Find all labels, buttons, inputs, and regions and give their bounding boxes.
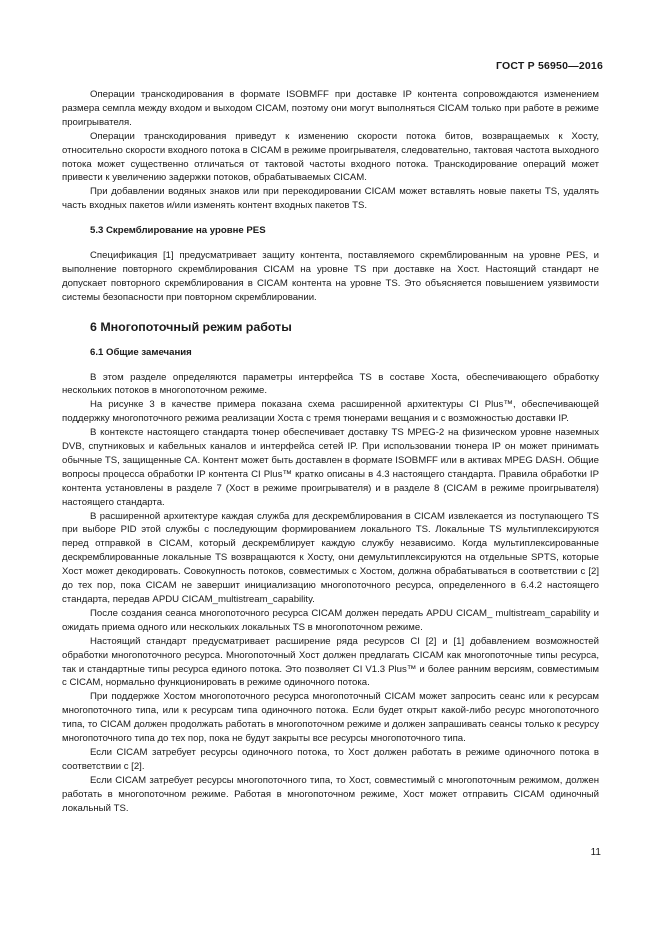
spacer — [62, 305, 599, 321]
paragraph: При добавлении водяных знаков или при перекодировании CICAM может вставлять новые пакеты TS, удалять часть входных пакетов и/или изменять контент входных пакетов TS. — [62, 186, 599, 212]
spacer — [62, 213, 599, 224]
paragraph: Настоящий стандарт предусматривает расширение ряда ресурсов CI [2] и [1] добавлением возможностей обработки многопоточного ресурса. Многопоточный Хост должен предлагать CICAM как многопоточные типы ресурса, так и стандартные типы ресурса единого потока. Это позволяет CI V1.3 Plus™ и более ранним версиям, совместимым с CICAM, нормально функционировать в режиме одиночного потока. — [62, 635, 599, 689]
standard-header: ГОСТ Р 56950—2016 — [495, 60, 603, 72]
document-body — [62, 88, 599, 816]
paragraph: Операции транскодирования в формате ISOBMFF при доставке IP контента сопровождаются изменением размера семпла между входом и выходом CICAM, поэтому они могут выполняться CICAM только при работе в режиме проигрывателя. — [62, 89, 599, 128]
paragraph: При поддержке Хостом многопоточного ресурса многопоточный CICAM может запросить сеанс или к ресурсам многопоточного типа, или к ресурсам типа одиночного потока. Если будет открыт какой-либо ресурс многопоточного типа, то CICAM должен продолжать работать в многопоточном режиме и должен запрашивать сеансы только к ресурсу многопоточного типа до тех пор, пока не будут закрыты все ресурсы многопоточного типа. — [62, 691, 599, 745]
paragraph: В этом разделе определяются параметры интерфейса TS в составе Хоста, обеспечивающего обработку нескольких потоков в многопоточном режиме. — [62, 371, 599, 397]
spacer — [62, 335, 599, 346]
page-number: 11 — [590, 847, 601, 858]
paragraph: В контексте настоящего стандарта тюнер обеспечивает доставку TS MPEG-2 на физическом уровне наземных DVB, спутниковых и кабельных каналов и интерфейса сетей IP. При использовании тюнера IP он может принимать обычные TS, защищенные CA. Контент может быть доставлен в формате ISOBMFF или в активах MPEG DASH. Общие вопросы процесса обработки IP контента CI Plus™ кратко описаны в 4.3 настоящего стандарта. Правила обработки IP контента установлены в разделе 7 (Хост в режиме проигрывателя) и в разделе 8 (CICAM в режиме проигрывателя) настоящего стандарта. — [62, 427, 599, 508]
subsection-heading: 6.1 Общие замечания — [90, 346, 192, 358]
paragraph: Спецификация [1] предусматривает защиту контента, поставляемого скремблированным на уровне PES, и выполнение повторного скремблирования CICAM на уровне TS при доставке на Хост. Настоящий стандарт не допускает повторного скремблирования в CICAM контента на уровне TS. Это объясняется повышением уязвимости системы безопасности при повторном скремблировании. — [62, 250, 599, 303]
subsection-heading: 5.3 Скремблирование на уровне PES — [90, 225, 266, 237]
paragraph: На рисунке 3 в качестве примера показана схема расширенной архитектуры CI Plus™, обеспечивающей поддержку многопоточного режима реализации Хоста с тремя тюнерами вещания и с возможностью доставки IP. — [62, 399, 599, 425]
paragraph: Операции транскодирования приведут к изменению скорости потока битов, возвращаемых к Хосту, относительно скорости входного потока в CICAM в режиме проигрывателя, следовательно, тактовая частота выходного потока может существенно отличаться от тактовой частоты входного потока. Транскодирование операций может привести к увеличению задержки потоков, обрабатываемых CICAM. — [62, 130, 599, 184]
paragraph: Если CICAM затребует ресурсы многопоточного типа, то Хост, совместимый с многопоточным режимом, должен работать в многопоточном режиме. Работая в многопоточном режиме, Хост может отправить CICAM одиночный локальный TS. — [62, 774, 599, 814]
paragraph: После создания сеанса многопоточного ресурса CICAM должен передать APDU CICAM_ multistream_capability и ожидать приема одного или нескольких локальных TS в многопоточном режиме. — [62, 607, 599, 633]
paragraph: В расширенной архитектуре каждая служба для дескремблирования в CICAM извлекается из поступающего TS при выборе PID этой службы с последующим формированием локального TS. Локальные TS мультиплексируются перед отправкой в CICAM, который дескремблирует каждую службу независимо. Когда мультиплексированные дескремблированные локальные TS возвращаются к Хосту, они демультиплексируются на отдельные SPTS, которые Хост может декодировать. Совокупность потоков, совместимых с Хостом, должна обрабатываться в соответствии с [2] до тех пор, пока CICAM не завершит инициализацию многопоточного ресурса, определенного в 6.4.2 настоящего стандарта, передав APDU CICAM_multistream_capability. — [62, 510, 599, 605]
paragraph: Если CICAM затребует ресурсы одиночного потока, то Хост должен работать в режиме одиночного потока в соответствии с [2]. — [62, 746, 599, 772]
spacer — [62, 238, 599, 249]
spacer — [62, 360, 599, 371]
section-heading: 6 Многопоточный режим работы — [90, 319, 292, 334]
